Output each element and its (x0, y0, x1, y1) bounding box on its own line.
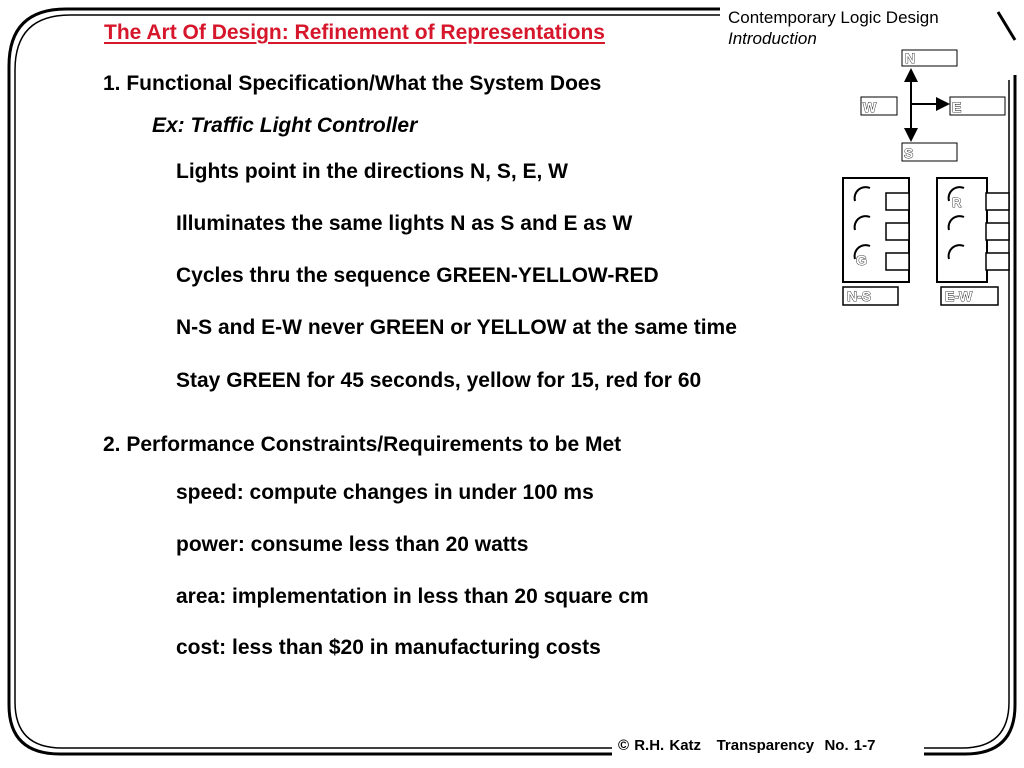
compass-south-label: S (904, 145, 914, 161)
course-title: Contemporary Logic Design (728, 8, 939, 27)
spec-item-5: Stay GREEN for 45 seconds, yellow for 15, red for 60 (176, 369, 702, 392)
compass-north-label: N (905, 50, 916, 66)
compass-east-label: E (952, 99, 962, 115)
transparency-number: Transparency No. 1-7 (716, 737, 876, 754)
spec-item-3: Cycles thru the sequence GREEN-YELLOW-RED (176, 264, 659, 287)
section-1-heading: 1. Functional Specification/What the System Does (103, 72, 602, 95)
ew-lamp-letter-top: R (952, 195, 962, 210)
chapter-title: Introduction (728, 29, 817, 48)
compass-diagram (861, 50, 1005, 161)
spec-item-4: N-S and E-W never GREEN or YELLOW at the same time (176, 316, 737, 339)
ew-light-label: E-W (945, 288, 973, 304)
ns-light-label: N-S (847, 288, 872, 304)
slide-title: The Art Of Design: Refinement of Representations (104, 21, 605, 44)
section-2-heading: 2. Performance Constraints/Requirements to be Met (103, 433, 622, 456)
constraint-item-cost: cost: less than $20 in manufacturing costs (176, 636, 601, 659)
ns-lamp-letter-bottom: G (856, 252, 867, 268)
traffic-light-ew (937, 178, 1009, 305)
traffic-light-ns (843, 178, 909, 305)
copyright-text: © R.H. Katz (618, 737, 702, 754)
spec-item-1: Lights point in the directions N, S, E, W (176, 160, 568, 183)
constraint-item-area: area: implementation in less than 20 square cm (176, 585, 649, 608)
constraint-item-speed: speed: compute changes in under 100 ms (176, 481, 594, 504)
compass-west-label: W (863, 99, 877, 115)
constraint-item-power: power: consume less than 20 watts (176, 533, 529, 556)
spec-item-2: Illuminates the same lights N as S and E as W (176, 212, 633, 235)
example-label: Ex: Traffic Light Controller (152, 114, 418, 137)
footer (618, 737, 875, 754)
